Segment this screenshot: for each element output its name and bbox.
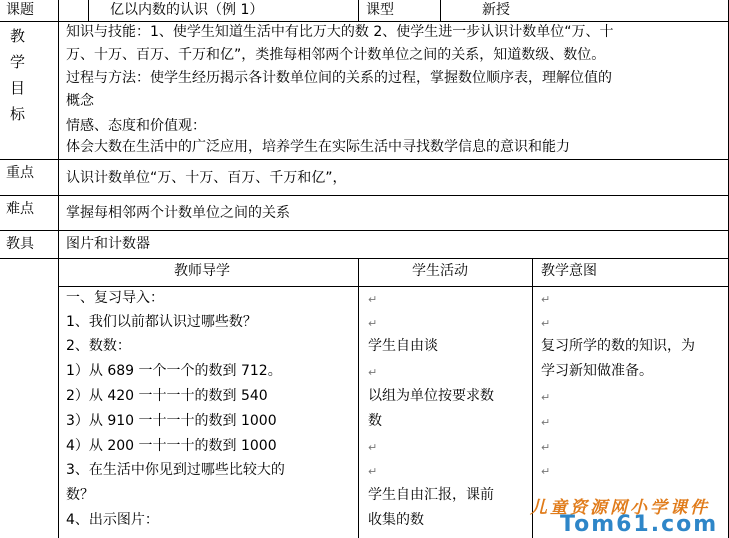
paragraph-mark: ↵ (368, 366, 378, 379)
teacher-line: 2、数数： (66, 338, 131, 354)
label-type: 课型 (366, 2, 394, 18)
objective-line: 情感、态度和价值观： (66, 118, 206, 134)
column-header-student: 学生活动 (412, 263, 468, 279)
teacher-line: 一、复习导入： (66, 290, 164, 306)
student-line: 数 (368, 413, 382, 429)
table-border (0, 195, 729, 196)
table-border (58, 286, 729, 287)
objectives-label-char: 标 (10, 105, 26, 123)
objectives-label-char: 学 (10, 53, 26, 71)
key-point-text: 认识计数单位“万、十万、百万、千万和亿”， (66, 170, 347, 186)
objective-line: 万、十万、百万、千万和亿”，类推每相邻两个计数单位之间的关系，知道数级、数位。 (66, 47, 606, 63)
paragraph-mark: ↵ (541, 416, 551, 429)
paragraph-mark: ↵ (541, 391, 551, 404)
table-border (58, 0, 59, 538)
objectives-label-char: 教 (10, 27, 26, 45)
table-border (0, 258, 729, 259)
column-header-teacher: 教师导学 (174, 263, 230, 279)
objective-line: 体会大数在生活中的广泛应用，培养学生在实际生活中寻找数学信息的意识和能力 (66, 139, 570, 155)
paragraph-mark: ↵ (541, 317, 551, 330)
student-line: 收集的数 (368, 512, 424, 528)
column-header-intent: 教学意图 (541, 263, 597, 279)
difficulty-text: 掌握每相邻两个计数单位之间的关系 (66, 205, 290, 221)
teacher-line: 3）从 910 一十一十的数到 1000 (66, 413, 277, 429)
objective-line: 知识与技能：1、使学生知道生活中有比万大的数 2、使学生进一步认识计数单位“万、十 (66, 24, 614, 40)
lesson-title: 亿以内数的认识（例 1） (110, 2, 264, 18)
key-point-label: 重点 (6, 165, 34, 181)
teacher-line: 1）从 689 一个一个的数到 712。 (66, 363, 282, 379)
table-border (0, 230, 729, 231)
difficulty-label: 难点 (6, 201, 34, 217)
paragraph-mark: ↵ (368, 465, 378, 478)
label-title: 课题 (6, 2, 34, 18)
teacher-line: 数？ (66, 487, 94, 503)
table-border (0, 159, 729, 160)
teacher-line: 1、我们以前都认识过哪些数？ (66, 314, 257, 330)
paragraph-mark: ↵ (368, 441, 378, 454)
objectives-label-char: 目 (10, 79, 26, 97)
paragraph-mark: ↵ (541, 441, 551, 454)
teacher-line: 4）从 200 一十一十的数到 1000 (66, 438, 277, 454)
objective-line: 概念 (66, 93, 94, 109)
watermark-logo-text: 儿童资源网小学课件 (530, 498, 710, 518)
student-line: 以组为单位按要求数 (368, 388, 494, 404)
intent-line: 复习所学的数的知识，为 (541, 338, 695, 354)
tools-label: 教具 (6, 236, 34, 252)
teacher-line: 4、出示图片： (66, 512, 159, 528)
paragraph-mark: ↵ (368, 293, 378, 306)
tools-text: 图片和计数器 (66, 236, 150, 252)
table-border (358, 0, 359, 21)
lesson-type: 新授 (482, 2, 510, 18)
watermark-logo-url: Tom61.com (560, 512, 719, 537)
student-line: 学生自由谈 (368, 338, 438, 354)
table-border (88, 0, 89, 21)
objective-line: 过程与方法：使学生经历揭示各计数单位间的关系的过程，掌握数位顺序表，理解位值的 (66, 70, 612, 86)
paragraph-mark: ↵ (368, 317, 378, 330)
table-border (358, 258, 359, 538)
paragraph-mark: ↵ (541, 465, 551, 478)
paragraph-mark: ↵ (541, 293, 551, 306)
teacher-line: 3、在生活中你见到过哪些比较大的 (66, 462, 285, 478)
teacher-line: 2）从 420 一十一十的数到 540 (66, 388, 268, 404)
student-line: 学生自由汇报，课前 (368, 487, 494, 503)
table-border (440, 0, 441, 21)
intent-line: 学习新知做准备。 (541, 363, 653, 379)
